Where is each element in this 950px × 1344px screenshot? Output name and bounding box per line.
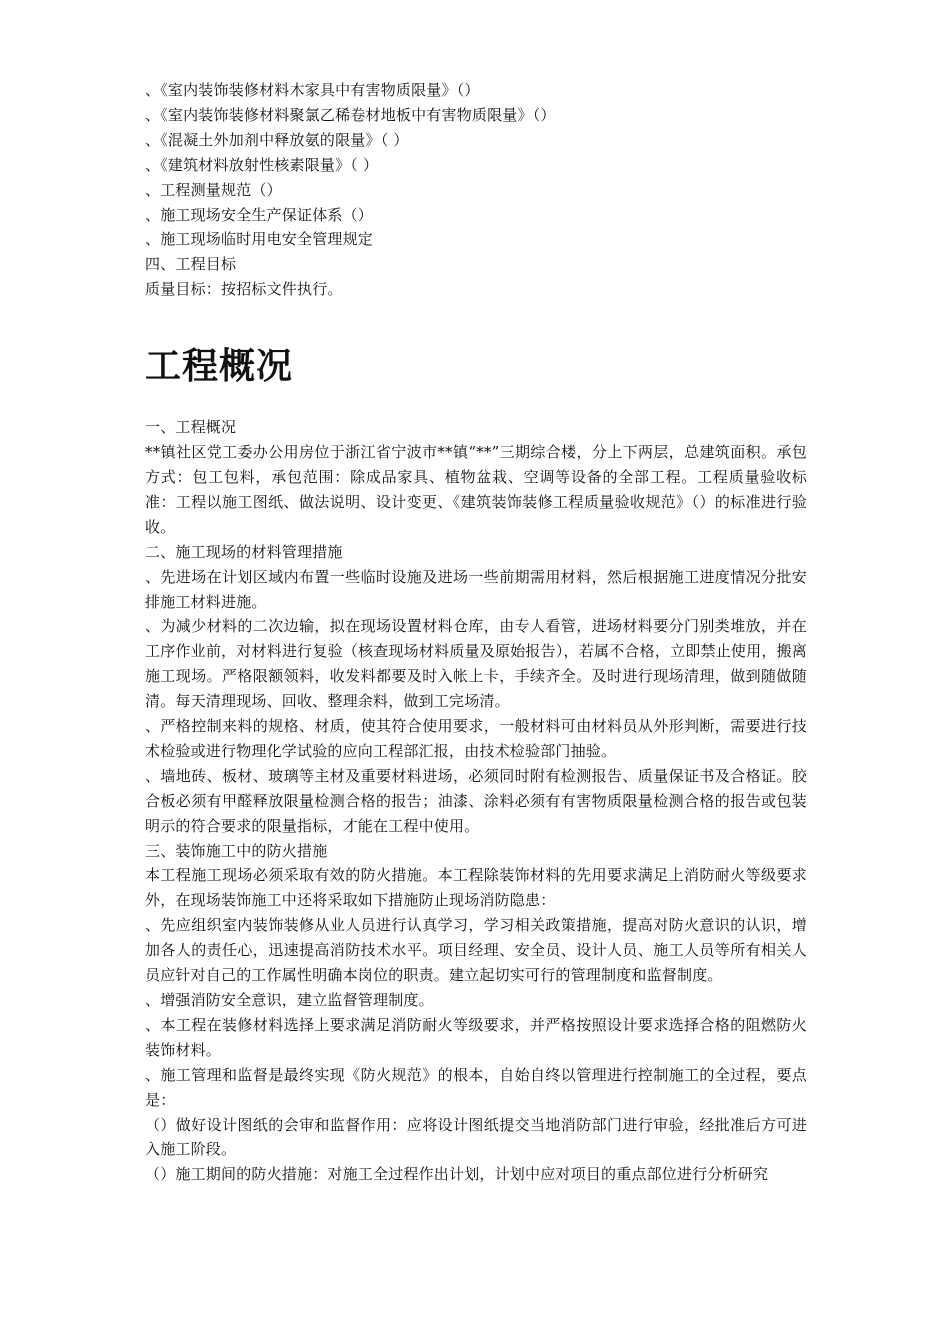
fire-subitem: （）施工期间的防火措施：对施工全过程作出计划，计划中应对项目的重点部位进行分析研究 [145, 1165, 769, 1184]
fire-subitem: （）做好设计图纸的会审和监督作用：应将设计图纸提交当地消防部门进行审验，经批准后方可进入施工阶段。 [145, 1115, 807, 1159]
page-title: 工程概况 [145, 345, 294, 388]
standard-list-item: 、《室内装饰装修材料聚氯乙稀卷材地板中有害物质限量》（） [145, 105, 556, 124]
materials-item: 、墙地砖、板材、玻璃等主材及重要材料进场，必须同时附有检测报告、质量保证书及合格证。胶合板必须有甲醛释放限量检测合格的报告；油漆、涂料必须有有害物质限量检测合格的报告或包装明示的符合要求的限量指标，才能在工程中使用。 [145, 766, 807, 835]
subsection-heading-materials: 二、施工现场的材料管理措施 [145, 542, 343, 561]
document-page [145, 78, 807, 1187]
fire-item: 、增强消防安全意识，建立监督管理制度。 [145, 991, 434, 1009]
materials-item: 、为减少材料的二次边输，拟在现场设置材料仓库，由专人看管，进场材料要分门别类堆放，并在工序作业前，对材料进行复验（核查现场材料质量及原始报告），若属不合格，立即禁止使用，搬离施工现场。严格限额领料，收发料都要及时入帐上卡，手续齐全。及时进行现场清理，做到随做随清。每天清理现场、回收、整理余料，做到工完场清。 [145, 617, 807, 711]
standard-list-item: 、工程测量规范（） [145, 180, 282, 199]
subsection-heading-fire: 三、装饰施工中的防火措施 [145, 841, 328, 860]
overview-paragraph: **镇社区党工委办公用房位于浙江省宁波市**镇“**”三期综合楼，分上下两层，总建筑面积。承包方式：包工包料，承包范围：除成品家具、植物盆栽、空调等设备的全部工程。工程质量验收标准：工程以施工图纸、做法说明、设计变更、《建筑装饰装修工程质量验收规范》（）的标准进行验收。 [145, 443, 807, 536]
quality-goal-text: 质量目标：按招标文件执行。 [145, 280, 343, 299]
section-heading-project-goal: 四、工程目标 [145, 255, 237, 274]
fire-item: 、施工管理和监督是最终实现《防火规范》的根本，自始自终以管理进行控制施工的全过程，要点是： [145, 1065, 807, 1109]
materials-item: 、先进场在计划区域内布置一些临时设施及进场一些前期需用材料，然后根据施工进度情况分批安排施工材料进施。 [145, 567, 807, 611]
fire-item: 、本工程在装修材料选择上要求满足消防耐火等级要求，并严格按照设计要求选择合格的阻燃防火装饰材料。 [145, 1015, 807, 1059]
standard-list-item: 、《建筑材料放射性核素限量》（ ） [145, 155, 379, 174]
fire-intro-paragraph: 本工程施工现场必须采取有效的防火措施。本工程除装饰材料的先用要求满足上消防耐火等级要求外，在现场装饰施工中还将采取如下措施防止现场消防隐患： [145, 866, 807, 910]
standard-list-item: 、施工现场安全生产保证体系（） [145, 205, 374, 224]
standard-list-item: 、《室内装饰装修材料木家具中有害物质限量》（） [145, 81, 480, 99]
fire-item: 、先应组织室内装饰装修从业人员进行认真学习，学习相关政策措施，提高对防火意识的认识，增加各人的责任心，迅速提高消防技术水平。项目经理、安全员、设计人员、施工人员等所有相关人员应针对自己的工作属性明确本岗位的职责。建立起切实可行的管理制度和监督制度。 [145, 916, 807, 985]
standard-list-item: 、施工现场临时用电安全管理规定 [145, 230, 374, 249]
standard-list-item: 、《混凝土外加剂中释放氨的限量》（ ） [145, 130, 409, 149]
materials-item: 、严格控制来料的规格、材质，使其符合使用要求，一般材料可由材料员从外形判断，需要进行技术检验或进行物理化学试验的应向工程部汇报，由技术检验部门抽验。 [145, 717, 807, 760]
subsection-heading-overview: 一、工程概况 [145, 418, 237, 437]
